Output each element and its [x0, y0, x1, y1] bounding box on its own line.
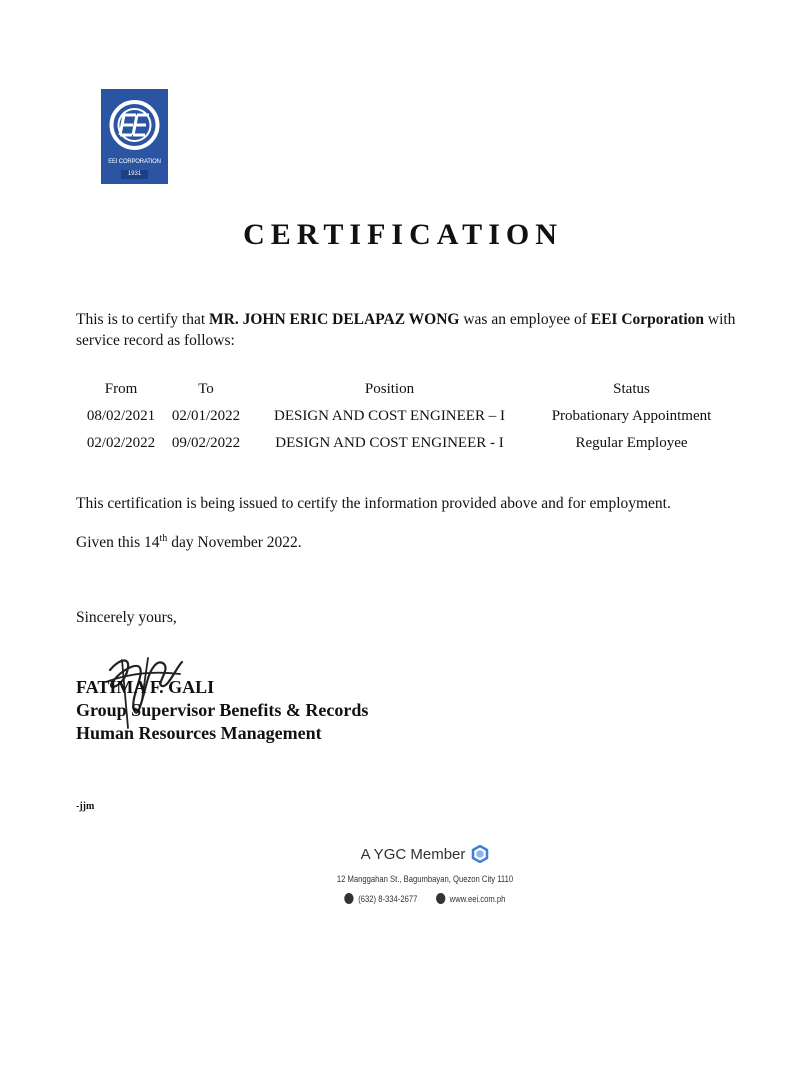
signatory-name: FATIMA F. GALI [76, 677, 215, 697]
cell-to: 02/01/2022 [171, 408, 241, 424]
table-header-row [76, 376, 730, 403]
cell-from: 08/02/2021 [86, 408, 156, 424]
typist-initials: -jjm [76, 801, 95, 812]
table-row [76, 403, 730, 430]
given-suffix: day November 2022. [167, 534, 302, 552]
header-status: Status [613, 381, 650, 397]
intro-suffix: with service record as follows: [76, 311, 736, 349]
intro-prefix: This is to certify that [76, 311, 210, 328]
footer-website [436, 893, 505, 904]
logo-year: 1931 [121, 170, 148, 179]
signatory-department: Human Resources Management [76, 723, 322, 743]
cell-status: Regular Employee [575, 435, 688, 451]
cell-position: DESIGN AND COST ENGINEER – I [274, 408, 505, 424]
signatory-block [76, 676, 368, 745]
table-row [76, 430, 730, 457]
letterhead-footer [300, 845, 550, 904]
eei-logo [101, 89, 168, 184]
ygc-member-line [300, 845, 550, 863]
closing: Sincerely yours, [76, 609, 177, 626]
footer-address: 12 Manggahan St., Bagumbayan, Quezon City 1110 [336, 874, 514, 884]
cell-from: 02/02/2022 [86, 435, 156, 451]
intro-middle: was an employee of [459, 311, 591, 328]
given-ordinal: th [159, 533, 168, 544]
ygc-member-text: A YGC Member [360, 845, 466, 863]
employee-name: MR. JOHN ERIC DELAPAZ WONG [209, 311, 460, 328]
logo-corporation-text: EEI CORPORATION [108, 159, 161, 165]
website-url: www.eei.com.ph [449, 893, 506, 904]
globe-icon [436, 893, 445, 904]
given-prefix: Given this 14 [76, 534, 160, 552]
cell-position: DESIGN AND COST ENGINEER - I [275, 435, 504, 451]
signatory-title: Group Supervisor Benefits & Records [76, 700, 369, 720]
cell-status: Probationary Appointment [551, 408, 712, 424]
intro-paragraph [76, 309, 756, 351]
eei-emblem-icon [109, 95, 160, 155]
header-from: From [104, 381, 138, 397]
cell-to: 09/02/2022 [171, 435, 241, 451]
ygc-hexagon-icon [471, 845, 489, 863]
header-position: Position [364, 381, 415, 397]
header-to: To [198, 381, 214, 397]
given-date-line [76, 533, 302, 552]
company-name: EEI Corporation [590, 311, 704, 328]
phone-number: (632) 8-334-2677 [358, 893, 418, 904]
footer-phone [345, 893, 418, 904]
certification-statement: This certification is being issued to certify the information provided above and for employment. [76, 495, 671, 512]
phone-icon [345, 893, 354, 904]
document-title: CERTIFICATION [243, 218, 563, 251]
service-record-table [76, 376, 730, 457]
footer-contacts [319, 893, 532, 904]
